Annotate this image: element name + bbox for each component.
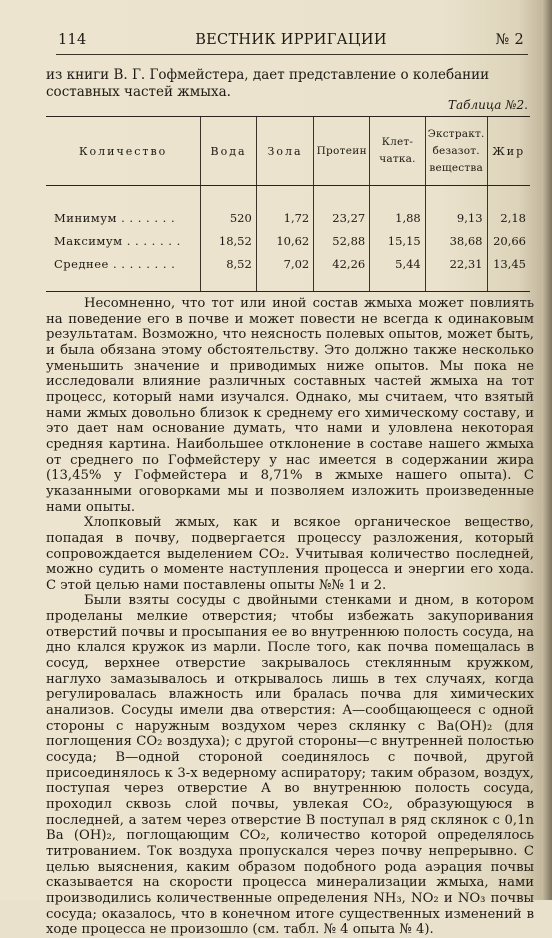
journal-title: ВЕСТНИК ИРРИГАЦИИ (195, 32, 387, 48)
book-spine-shadow (542, 0, 552, 900)
col-header-fat: Жир (487, 117, 530, 186)
col-header-protein: Протеин (314, 117, 370, 186)
table-cell: 1,72 (256, 186, 313, 230)
table-cell: 18,52 (201, 229, 257, 252)
table-row (46, 186, 530, 230)
table-cell: 38,68 (425, 229, 487, 252)
row-label: Среднее . . . . . . . . (46, 252, 201, 292)
row-label: Минимум . . . . . . . (54, 210, 176, 225)
paragraph-decomposition: Хлопковый жмых, как и всякое органическое вещество, попадая в почву, подвергается процессу разложения, который сопровождается выделением CO₂. Учитывая количество последней, можно судить о моменте наступления процесса и энергии его хода. С этой целью нами поставлены опыты №№ 1 и 2. (46, 515, 534, 593)
table-cell: 23,27 (314, 186, 370, 230)
paragraph-vessels: Были взяты сосуды с двойными стенками и дном, в котором проделаны мелкие отверстия; чтобы избежать закупоривания отверстий почвы и просыпания ее во внутреннюю полость сосуда, на дно клался кружок из марли. После того, как почва помещалась в сосуд, верхнее отверстие закрывалось стеклянным кружком, наглухо замазывалось и открывалось лишь в тех случаях, когда регулировалась влажность или бралась почва для химических анализов. Сосуды имели два отверстия: A—сообщающееся с одной стороны с наружным воздухом через склянку с Ba(OH)₂ (для поглощения CO₂ воздуха); с другой стороны—с внутренней полостью сосуда; B—одной стороной соединялось с почвой, другой присоединялось к 3-х ведерному аспиратору; таким образом, воздух, поступая через отверстие A во внутреннюю полость сосуда, проходил сквозь слой почвы, увлекая CO₂, образующуюся в последней, а затем через отверстие B поступал в ряд склянок с 0,1n Ba (OH)₂, поглощающим CO₂, количество которой определялось титрованием. Ток воздуха пропускался через почву непрерывно. С целью выяснения, каким образом подобного рода аэрация почвы сказывается на скорости процесса минерализации жмыха, нами производились количественные определения NH₃, NO₂ и NO₃ почвы сосуда; оказалось, что в конечном итоге существенных изменений в ходе процесса не произошло (см. табл. № 4 опыта № 4). (46, 593, 534, 938)
table-cell: 22,31 (425, 252, 487, 292)
col-header-ash: Зола (256, 117, 313, 186)
table-cell: 5,44 (370, 252, 426, 292)
table-cell: 520 (201, 186, 257, 230)
table-header-row (46, 117, 530, 186)
table-cell: 42,26 (314, 252, 370, 292)
table-row (46, 229, 530, 252)
table-cell: 10,62 (256, 229, 313, 252)
paragraph-composition: Несомненно, что тот или иной состав жмыха может повлиять на поведение его в почве и может повести не всегда к одинаковым результатам. Возможно, что неясность полевых опытов, может быть, и была обязана этому обстоятельству. Это должно также несколько уменьшить значение и приводимых ниже опытов. Мы пока не исследовали влияние различных составных частей жмыха на тот процесс, который нами изучался. Однако, мы считаем, что взятый нами жмых довольно близок к среднему его химическому составу, и это дает нам основание думать, что нами и уловлена некоторая средняя картина. Наибольшее отклонение в составе нашего жмыха от среднего по Гофмейстеру у нас имеется в содержании жира (13,45% у Гофмейстера и 8,71% в жмыхе нашего опыта). С указанными оговорками мы и позволяем изложить произведенные нами опыты. (46, 296, 534, 515)
table-cell: 13,45 (487, 252, 530, 292)
table-cell: 2,18 (487, 186, 530, 230)
table-caption: Таблица №2. (448, 98, 528, 112)
table-cell: 15,15 (370, 229, 426, 252)
running-header (58, 32, 524, 52)
page-number: 114 (58, 32, 87, 48)
col-header-quantity: Количество (46, 117, 201, 186)
table-cell: 8,52 (201, 252, 257, 292)
table-cell: 1,88 (370, 186, 426, 230)
composition-table (46, 116, 530, 292)
col-header-extract: Экстракт. безазот. вещества (425, 117, 487, 186)
col-header-water: Вода (201, 117, 257, 186)
row-label: Максимум . . . . . . . (54, 233, 181, 248)
table-cell: 20,66 (487, 229, 530, 252)
col-header-fiber: Клет- чатка. (370, 117, 426, 186)
body-text (46, 296, 534, 938)
table-cell: 7,02 (256, 252, 313, 292)
issue-number: № 2 (495, 32, 524, 48)
table-row (46, 252, 530, 292)
table-cell: 9,13 (425, 186, 487, 230)
header-rule (56, 54, 528, 55)
table-cell: 52,88 (314, 229, 370, 252)
intro-text: из книги В. Г. Гофмейстера, дает представление о колебании составных частей жмыха. (46, 67, 490, 100)
